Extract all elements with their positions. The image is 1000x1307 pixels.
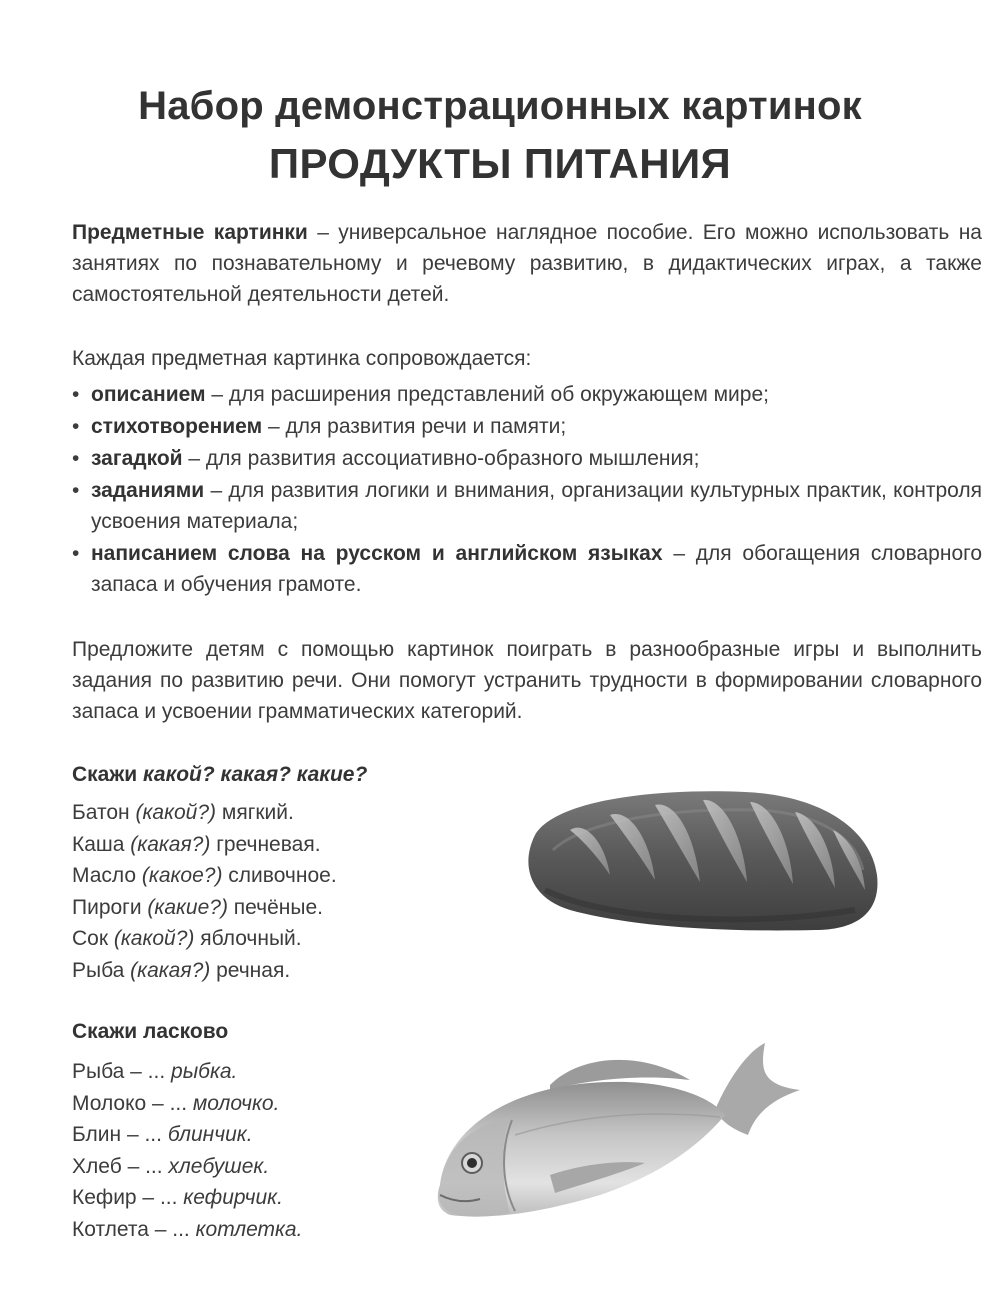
feature-text: – для развития логики и внимания, организации культурных практик, контроля усвоения материала; bbox=[91, 479, 982, 533]
example-word: Рыба – ... bbox=[72, 1060, 172, 1083]
example-word: Рыба bbox=[72, 958, 131, 982]
example-answer: кефирчик. bbox=[183, 1186, 283, 1209]
feature-item bbox=[72, 443, 982, 474]
example-word: Сок bbox=[72, 927, 114, 950]
feature-item bbox=[72, 538, 982, 600]
example-word: Хлеб – ... bbox=[72, 1154, 169, 1178]
example-line bbox=[72, 1182, 302, 1214]
example-answer: сливочное. bbox=[222, 864, 337, 887]
heading-plain: Скажи bbox=[72, 763, 143, 786]
example-answer: мягкий. bbox=[216, 801, 294, 824]
heading-italic: какой? какая? какие? bbox=[143, 763, 368, 786]
example-answer: яблочный. bbox=[194, 927, 302, 950]
example-answer: печёные. bbox=[227, 895, 323, 919]
example-answer: речная. bbox=[210, 958, 291, 982]
feature-term: загадкой bbox=[91, 447, 183, 470]
fish-illustration bbox=[430, 1035, 810, 1235]
intro-paragraph bbox=[72, 217, 982, 310]
example-answer: блинчик. bbox=[167, 1123, 253, 1146]
example-answer: котлетка. bbox=[195, 1217, 303, 1241]
diminutive-examples bbox=[72, 1056, 302, 1245]
example-answer: хлебушек. bbox=[168, 1154, 270, 1178]
example-answer: молочко. bbox=[192, 1091, 280, 1115]
page-subtitle: ПРОДУКТЫ ПИТАНИЯ bbox=[268, 140, 732, 187]
example-line bbox=[72, 1088, 302, 1120]
example-line bbox=[72, 829, 337, 861]
example-word: Пироги bbox=[72, 895, 148, 919]
feature-term: написанием слова на русском и английском языках bbox=[91, 542, 663, 565]
bullet-dot: • bbox=[72, 479, 80, 502]
outro-paragraph: Предложите детям с помощью картинок поиграть в разнообразные игры и выполнить задания по развитию речи. Они помогут устранить трудности в формировании словарного запаса и усвоении грамматических категорий. bbox=[72, 638, 982, 723]
adjective-examples bbox=[72, 797, 337, 986]
example-word: Кефир – ... bbox=[72, 1186, 184, 1209]
bullet-dot: • bbox=[72, 383, 80, 406]
example-question: (какая?) bbox=[130, 958, 211, 982]
example-line bbox=[72, 955, 337, 987]
example-word: Масло bbox=[72, 864, 142, 887]
example-line bbox=[72, 1056, 302, 1088]
page-title: Набор демонстрационных картинок bbox=[138, 84, 862, 128]
bullet-dot: • bbox=[72, 542, 80, 565]
example-word: Батон bbox=[72, 801, 136, 824]
feature-text: – для развития речи и памяти; bbox=[262, 415, 567, 438]
feature-text: – для обогащения словарного запаса и обучения грамоте. bbox=[91, 542, 982, 596]
example-question: (какой?) bbox=[113, 927, 195, 950]
example-line bbox=[72, 860, 337, 892]
example-line bbox=[72, 797, 337, 829]
section-heading-diminutives: Скажи ласково bbox=[72, 1020, 229, 1043]
example-answer: гречневая. bbox=[210, 832, 321, 856]
example-question: (какие?) bbox=[147, 895, 228, 919]
example-word: Блин – ... bbox=[72, 1123, 168, 1146]
example-question: (какое?) bbox=[141, 864, 223, 887]
example-line bbox=[72, 1214, 302, 1246]
bread-loaf-illustration bbox=[515, 780, 885, 940]
example-line bbox=[72, 892, 337, 924]
example-line bbox=[72, 923, 337, 955]
example-line bbox=[72, 1151, 302, 1183]
example-question: (какая?) bbox=[130, 832, 211, 856]
example-word: Каша bbox=[72, 832, 131, 856]
example-word: Молоко – ... bbox=[72, 1091, 193, 1115]
feature-list bbox=[72, 379, 982, 601]
bullet-dot: • bbox=[72, 415, 80, 438]
feature-text: – для расширения представлений об окружающем мире; bbox=[205, 383, 769, 406]
intro-text: – универсальное наглядное пособие. Его можно использовать на занятиях по познавательному и речевому развитию, в дидактических играх, а также самостоятельной деятельности детей. bbox=[72, 221, 982, 306]
feature-item bbox=[72, 379, 982, 410]
example-word: Котлета – ... bbox=[72, 1217, 196, 1241]
section-heading-adjectives bbox=[72, 763, 367, 787]
feature-text: – для развития ассоциативно-образного мышления; bbox=[182, 447, 700, 470]
feature-term: описанием bbox=[91, 383, 206, 406]
example-question: (какой?) bbox=[135, 801, 217, 824]
example-line bbox=[72, 1119, 302, 1151]
intro-term: Предметные картинки bbox=[72, 221, 308, 244]
bullet-dot: • bbox=[72, 447, 80, 470]
feature-term: стихотворением bbox=[91, 415, 263, 438]
feature-item bbox=[72, 411, 982, 442]
feature-item bbox=[72, 475, 982, 537]
example-answer: рыбка. bbox=[171, 1060, 238, 1083]
lead-paragraph: Каждая предметная картинка сопровождается: bbox=[72, 347, 532, 370]
feature-term: заданиями bbox=[91, 479, 205, 502]
